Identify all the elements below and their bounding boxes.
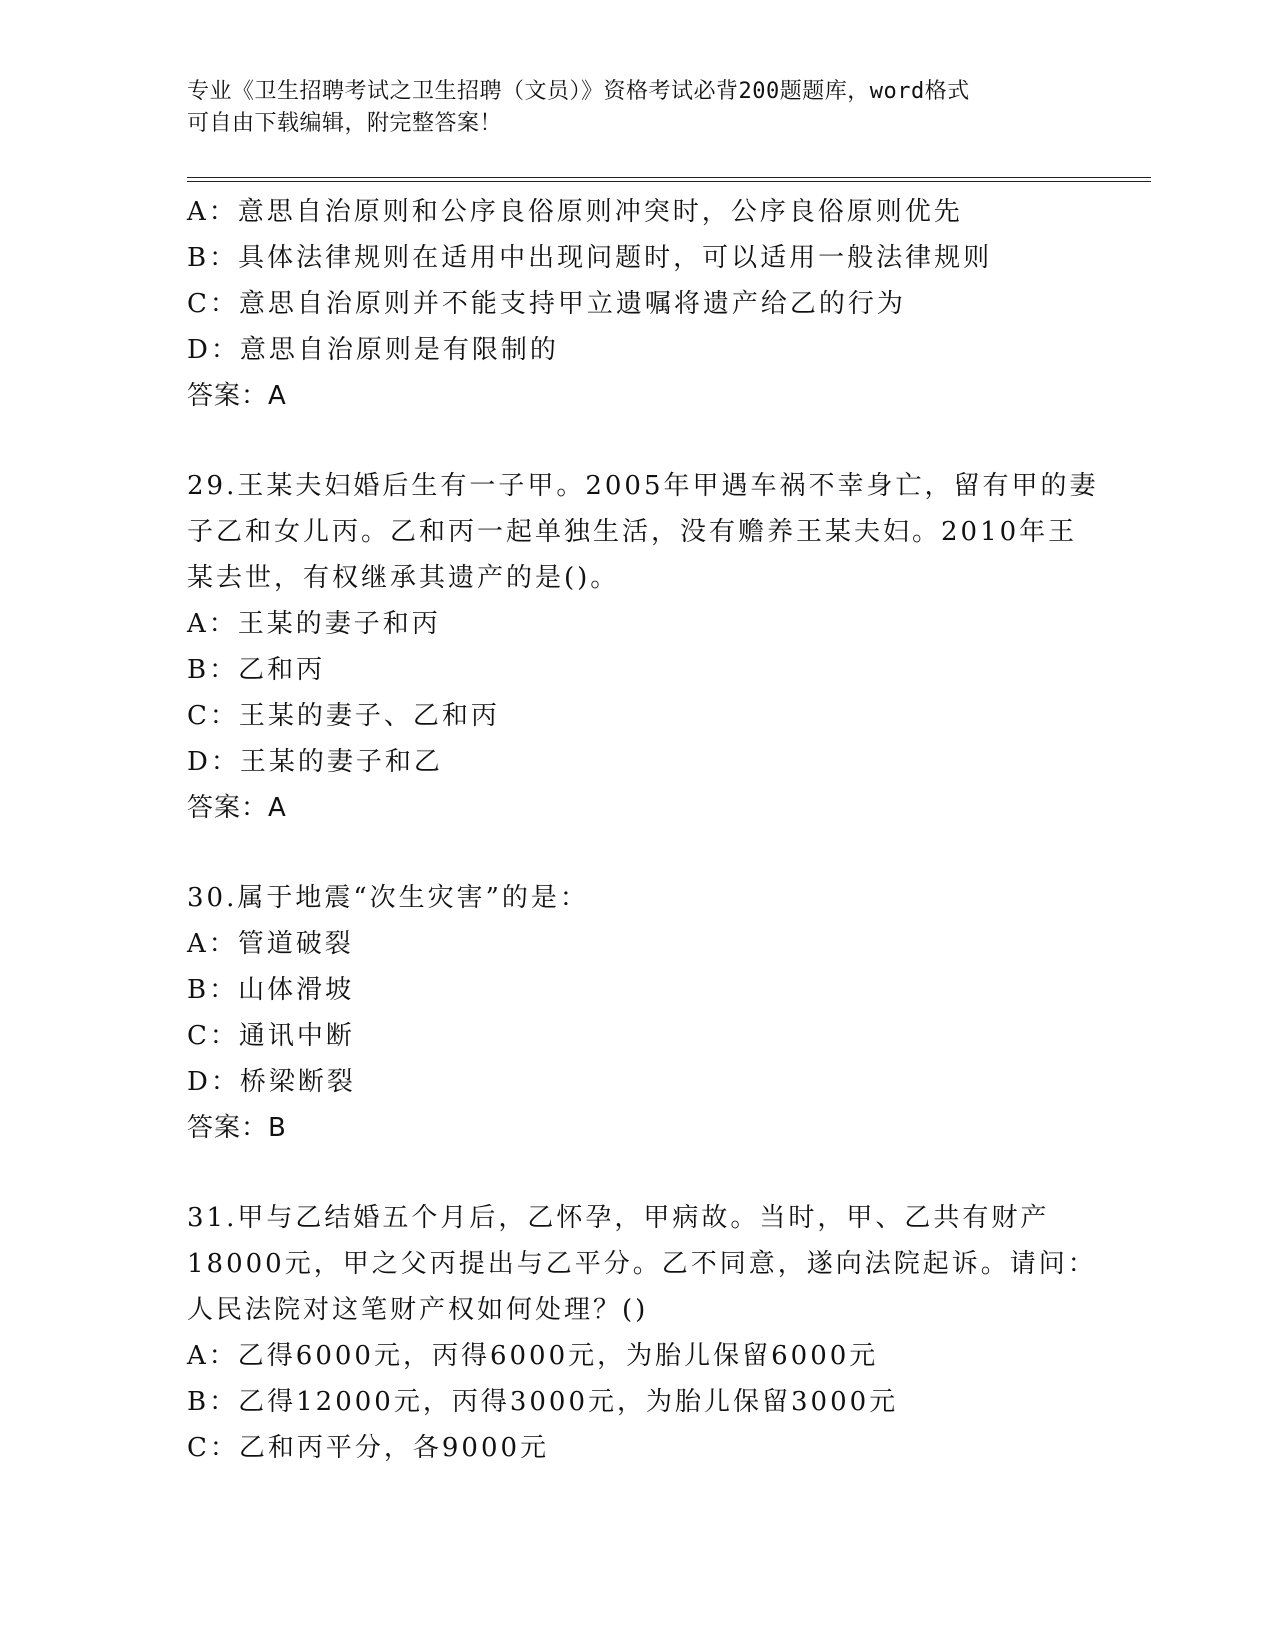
document-header: [187, 76, 1087, 140]
question-29: [187, 463, 1099, 831]
spacer: [187, 1151, 1087, 1195]
option-c: C：王某的妻子、乙和丙: [187, 701, 500, 731]
question-stem-line: 29.王某夫妇婚后生有一子甲。2005年甲遇车祸不幸身亡，留有甲的妻: [187, 471, 1099, 501]
option-a: A：管道破裂: [187, 929, 354, 959]
question-30: [187, 875, 1087, 1151]
option-b: B：乙和丙: [187, 655, 326, 685]
option-c: C：意思自治原则并不能支持甲立遗嘱将遗产给乙的行为: [187, 289, 906, 319]
question-stem-line: 某去世，有权继承其遗产的是()。: [187, 563, 620, 593]
option-a: A：乙得6000元，丙得6000元，为胎儿保留6000元: [187, 1341, 879, 1371]
answer-line: 答案：A: [187, 381, 287, 411]
option-c: C：乙和丙平分，各9000元: [187, 1433, 550, 1463]
spacer: [187, 831, 1087, 875]
option-a: A：意思自治原则和公序良俗原则冲突时，公序良俗原则优先: [187, 197, 963, 227]
question-31: [187, 1195, 1097, 1471]
question-stem-line: 人民法院对这笔财产权如何处理？(): [187, 1295, 649, 1325]
spacer: [187, 419, 1087, 463]
option-c: C：通讯中断: [187, 1021, 355, 1051]
question-list: [187, 189, 1099, 1471]
option-a: A：王某的妻子和丙: [187, 609, 441, 639]
question-28: [187, 189, 1087, 419]
question-stem-line: 子乙和女儿丙。乙和丙一起单独生活，没有赡养王某夫妇。2010年王: [187, 517, 1078, 547]
answer-line: 答案：B: [187, 1113, 287, 1143]
option-b: B：乙得12000元，丙得3000元，为胎儿保留3000元: [187, 1387, 899, 1417]
option-d: D：意思自治原则是有限制的: [187, 335, 559, 365]
header-line-2: 可自由下载编辑，附完整答案！: [187, 111, 503, 136]
question-stem-line: 18000元，甲之父丙提出与乙平分。乙不同意，遂向法院起诉。请问：: [187, 1249, 1097, 1279]
option-d: D：桥梁断裂: [187, 1067, 356, 1097]
option-b: B：山体滑坡: [187, 975, 355, 1005]
header-divider-bottom: [187, 181, 1151, 182]
option-b: B：具体法律规则在适用中出现问题时，可以适用一般法律规则: [187, 243, 993, 273]
answer-line: 答案：A: [187, 793, 287, 823]
header-divider-top: [187, 177, 1151, 178]
question-stem-line: 30.属于地震“次生灾害”的是：: [187, 883, 589, 913]
question-stem-line: 31.甲与乙结婚五个月后，乙怀孕，甲病故。当时，甲、乙共有财产: [187, 1203, 1050, 1233]
header-line-1: 专业《卫生招聘考试之卫生招聘（文员）》资格考试必背200题题库，word格式: [187, 79, 970, 104]
option-d: D：王某的妻子和乙: [187, 747, 443, 777]
